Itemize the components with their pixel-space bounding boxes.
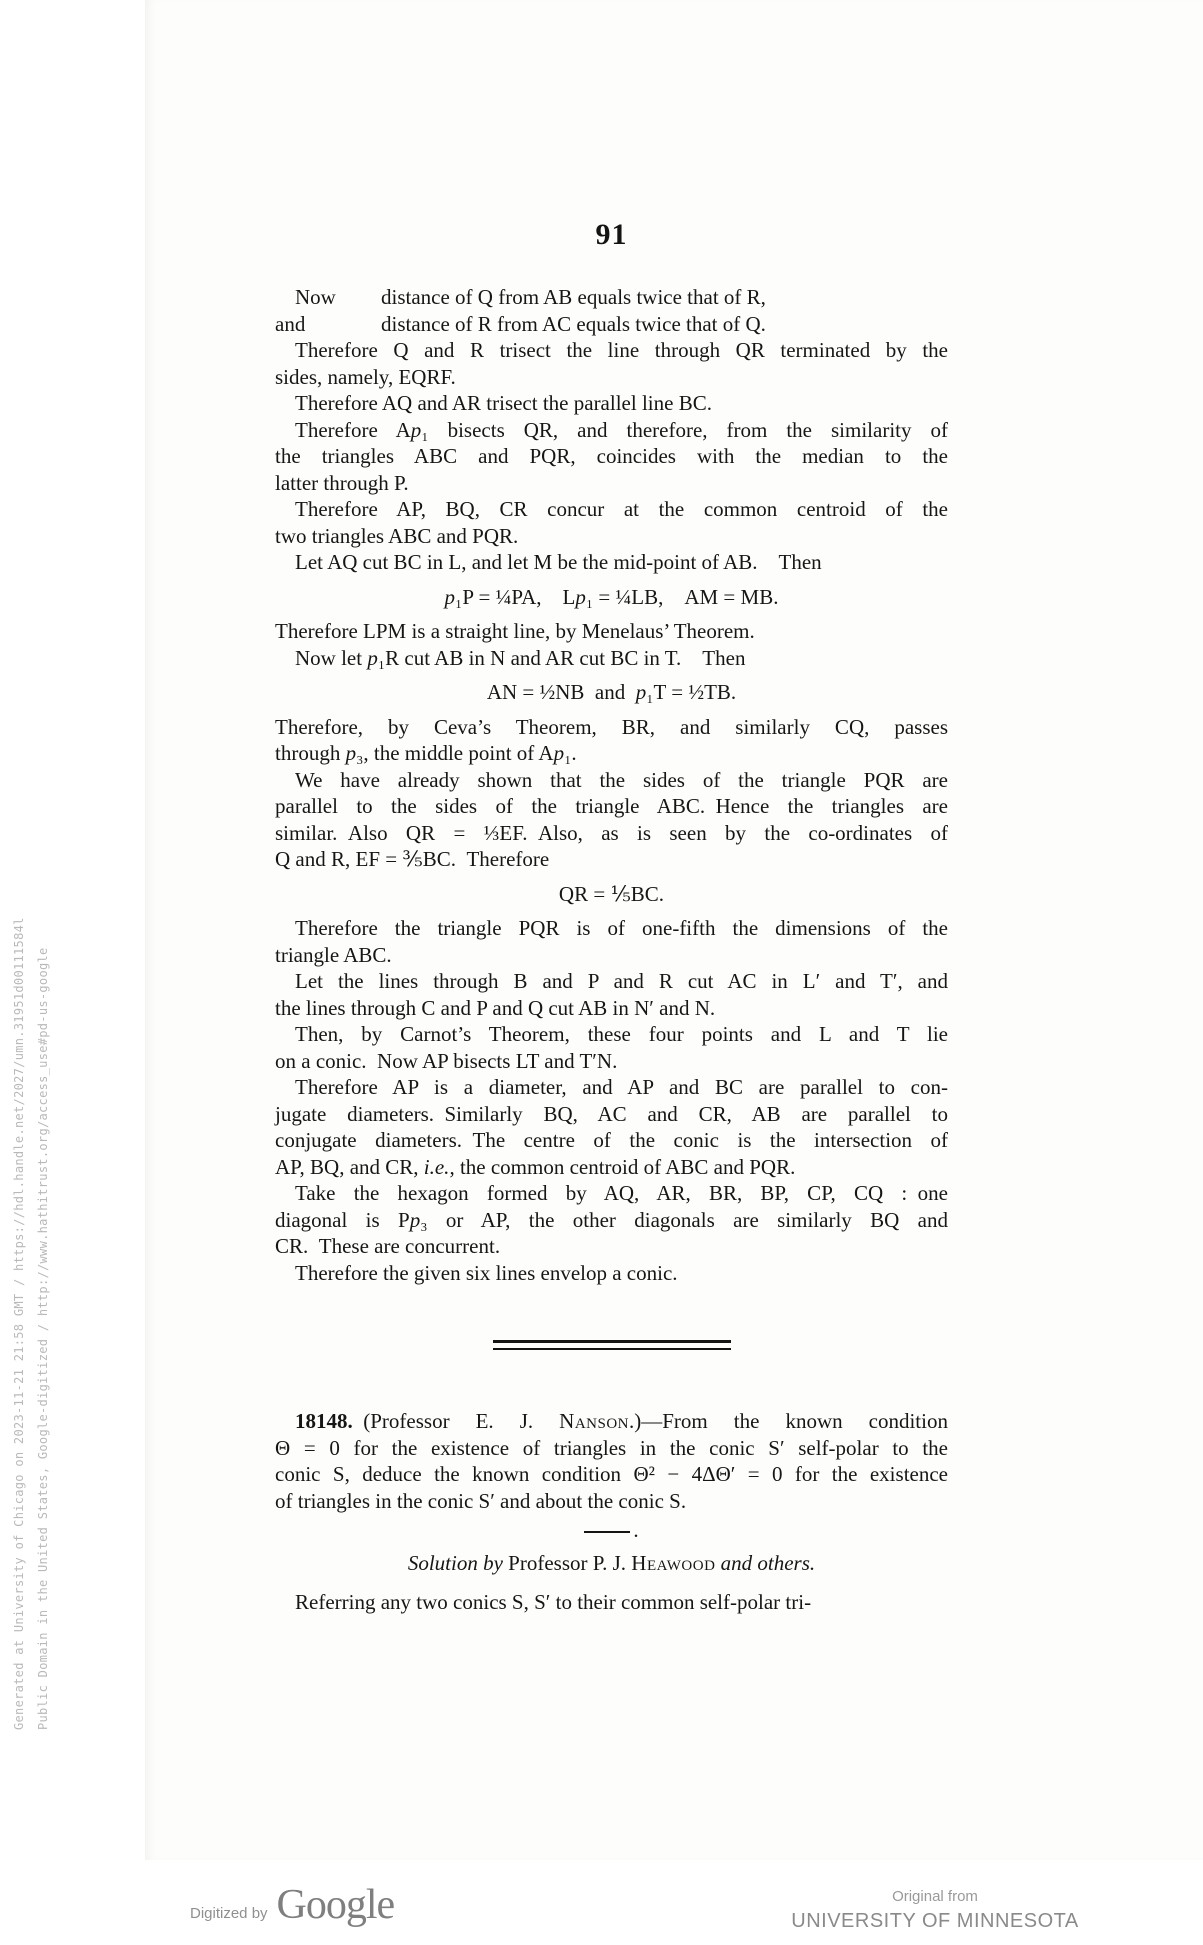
paragraph bbox=[275, 767, 948, 873]
text-line bbox=[275, 968, 948, 995]
text-segment: parallel to the sides of the triangle ABC. Hence the triangles are bbox=[275, 794, 948, 818]
text-line bbox=[275, 390, 948, 417]
text-segment: , the common centroid of ABC and PQR. bbox=[449, 1154, 796, 1179]
paragraph bbox=[275, 417, 948, 497]
text-segment: ₁P = ¼PA, L bbox=[455, 584, 576, 609]
text-segment: Therefore, by Ceva’s Theorem, BR, and similarly CQ, passes bbox=[275, 714, 948, 739]
text-segment: We have already shown that the sides of the triangle PQR are bbox=[295, 767, 948, 792]
solution-byline bbox=[275, 1550, 948, 1577]
text-segment: on a conic. Now AP bisects LT and T′N. bbox=[275, 1048, 618, 1073]
text-line bbox=[275, 470, 948, 497]
text-segment: Q and R, EF = ⅗BC. Therefore bbox=[275, 847, 550, 871]
text-line bbox=[275, 523, 948, 550]
digitized-by bbox=[190, 1884, 394, 1926]
text-line bbox=[275, 714, 948, 741]
text-line bbox=[275, 793, 948, 820]
text-segment: ₁ = ¼LB, AM = MB. bbox=[585, 584, 779, 609]
text-line bbox=[275, 337, 948, 364]
text-segment: p bbox=[367, 645, 378, 670]
original-from-label: Original from bbox=[892, 1888, 978, 1905]
text-segment: jugate diameters. Similarly BQ, AC and CR, AB are parallel to bbox=[275, 1101, 948, 1126]
text-segment: Solution by bbox=[407, 1551, 503, 1575]
paragraph bbox=[275, 1260, 948, 1287]
text-segment: 18148. bbox=[295, 1409, 353, 1433]
text-segment: Heawood bbox=[631, 1551, 716, 1575]
text-segment: Therefore the given six lines envelop a conic. bbox=[295, 1260, 678, 1285]
original-from bbox=[760, 1888, 1110, 1933]
display-equation bbox=[275, 584, 948, 611]
display-equation bbox=[275, 881, 948, 908]
text-segment: p bbox=[409, 1207, 421, 1232]
text-segment: Professor P. J. bbox=[502, 1551, 632, 1575]
text-line bbox=[275, 1127, 948, 1154]
text-line bbox=[275, 1154, 948, 1181]
text-segment: p bbox=[553, 741, 565, 765]
text-segment: ₁ bisects QR, and therefore, from the similarity of bbox=[421, 417, 948, 442]
text-line bbox=[275, 549, 948, 576]
short-rule-divider bbox=[275, 1518, 948, 1542]
text-line bbox=[275, 846, 948, 873]
text-segment: two triangles ABC and PQR. bbox=[275, 523, 519, 548]
paragraph bbox=[275, 645, 948, 672]
text-segment: Therefore A bbox=[295, 417, 411, 442]
text-segment: Therefore Q and R trisect the line through QR terminated by the bbox=[295, 338, 948, 362]
text-line bbox=[275, 942, 948, 969]
double-rule-divider bbox=[493, 1340, 731, 1350]
text-segment: and others. bbox=[720, 1551, 816, 1575]
text-segment: sides, namely, EQRF. bbox=[275, 364, 456, 389]
text-line bbox=[275, 496, 948, 523]
short-rule-tail: . bbox=[633, 1518, 639, 1542]
text-line bbox=[275, 1207, 948, 1234]
text-segment: diagonal is P bbox=[275, 1207, 410, 1232]
hang-lead: Now bbox=[295, 285, 336, 309]
sidebar-watermark-public-domain: Public Domain in the United States, Google-digitized / http://www.hathitrust.org/access_use#pd-us-google bbox=[36, 947, 50, 1730]
text-line bbox=[275, 1260, 948, 1287]
text-line bbox=[275, 1074, 948, 1101]
paragraph bbox=[275, 337, 948, 390]
text-segment: Let the lines through B and P and R cut AC in L′ and T′, and bbox=[295, 969, 948, 993]
text-segment: Let AQ cut BC in L, and let M be the mid-point of AB. Then bbox=[295, 550, 822, 574]
paragraph bbox=[275, 714, 948, 767]
text-segment: p bbox=[575, 584, 586, 609]
text-segment: p bbox=[345, 741, 357, 765]
text-line bbox=[275, 1021, 948, 1048]
text-line bbox=[275, 1408, 948, 1435]
text-segment: conjugate diameters. The centre of the conic is the intersection of bbox=[275, 1128, 948, 1152]
text-segment: (Professor E. J. bbox=[352, 1409, 560, 1433]
paragraph bbox=[275, 1074, 948, 1180]
text-line bbox=[275, 443, 948, 470]
text-line bbox=[275, 311, 948, 338]
google-logo: Google bbox=[276, 1882, 395, 1928]
text-segment: Θ = 0 for the existence of triangles in the conic S′ self-polar to the bbox=[275, 1435, 948, 1460]
text-line bbox=[275, 1550, 948, 1577]
text-segment: AN = ½NB and bbox=[486, 680, 636, 704]
paragraph bbox=[275, 915, 948, 968]
text-segment: Therefore the triangle PQR is of one-fifth the dimensions of the bbox=[295, 916, 948, 940]
text-segment: Therefore AQ and AR trisect the parallel line BC. bbox=[295, 391, 712, 415]
text-segment: p bbox=[635, 680, 647, 704]
text-line bbox=[275, 645, 948, 672]
solution-opening bbox=[275, 1589, 948, 1616]
text-segment: ₁T = ½TB. bbox=[646, 680, 737, 704]
text-segment: ₃, the middle point of A bbox=[356, 741, 554, 765]
text-segment: distance of Q from AB equals twice that of R, bbox=[381, 285, 766, 309]
text-line bbox=[275, 417, 948, 444]
text-line bbox=[275, 1101, 948, 1128]
statement-pair bbox=[275, 284, 948, 337]
paragraph bbox=[275, 549, 948, 576]
text-segment: distance of R from AC equals twice that of Q. bbox=[381, 311, 766, 336]
body-text bbox=[275, 284, 948, 1286]
text-line bbox=[275, 284, 948, 311]
display-equation bbox=[275, 679, 948, 706]
paragraph bbox=[275, 496, 948, 549]
text-segment: the lines through C and P and Q cut AB in N′ and N. bbox=[275, 995, 716, 1020]
text-line bbox=[275, 364, 948, 391]
digitized-by-label: Digitized by bbox=[190, 1905, 268, 1922]
text-line bbox=[275, 1233, 948, 1260]
text-segment: p bbox=[444, 584, 456, 609]
text-segment: CR. These are concurrent. bbox=[275, 1234, 501, 1258]
text-segment: Therefore LPM is a straight line, by Menelaus’ Theorem. bbox=[275, 619, 755, 643]
text-segment: ₃ or AP, the other diagonals are similarly BQ and bbox=[420, 1207, 949, 1232]
text-segment: i.e. bbox=[423, 1154, 450, 1179]
text-line bbox=[275, 1435, 948, 1462]
text-segment: Therefore AP, BQ, CR concur at the common centroid of the bbox=[295, 497, 948, 521]
paragraph bbox=[275, 1180, 948, 1260]
short-rule-line bbox=[584, 1531, 630, 1533]
text-segment: .)—From the known condition bbox=[629, 1409, 948, 1433]
text-segment: similar. Also QR = ⅓EF. Also, as is seen by the co-ordinates of bbox=[275, 820, 948, 845]
page-number: 91 bbox=[595, 218, 628, 251]
text-segment: latter through P. bbox=[275, 470, 409, 495]
text-line bbox=[275, 1461, 948, 1488]
paragraph bbox=[275, 618, 948, 645]
paragraph bbox=[275, 968, 948, 1021]
text-segment: Now let bbox=[295, 645, 368, 670]
text-segment: Referring any two conics S, S′ to their common self-polar tri- bbox=[295, 1589, 812, 1614]
text-line bbox=[275, 1180, 948, 1207]
text-segment: ₁. bbox=[564, 741, 577, 765]
text-segment: conic S, deduce the known condition Θ² − 4ΔΘ′ = 0 for the existence bbox=[275, 1462, 948, 1486]
text-line bbox=[275, 1589, 948, 1616]
text-segment: Therefore AP is a diameter, and AP and BC are parallel to con- bbox=[295, 1075, 948, 1099]
paragraph bbox=[275, 390, 948, 417]
text-line bbox=[275, 767, 948, 794]
text-segment: Then, by Carnot’s Theorem, these four points and L and T lie bbox=[295, 1022, 948, 1046]
text-segment: p bbox=[410, 417, 422, 442]
text-line bbox=[275, 740, 948, 767]
text-line bbox=[275, 1488, 948, 1515]
paragraph bbox=[275, 1021, 948, 1074]
text-segment: Nanson bbox=[559, 1409, 629, 1433]
text-segment: AP, BQ, and CR, bbox=[275, 1154, 424, 1179]
text-segment: QR = ⅕BC. bbox=[558, 881, 665, 906]
text-line bbox=[275, 618, 948, 645]
text-line bbox=[275, 820, 948, 847]
text-line bbox=[275, 995, 948, 1022]
problem-statement bbox=[275, 1408, 948, 1514]
text-segment: triangle ABC. bbox=[275, 942, 392, 967]
lower-section bbox=[275, 1340, 948, 1615]
text-line bbox=[275, 915, 948, 942]
institution-label: UNIVERSITY OF MINNESOTA bbox=[791, 1910, 1079, 1932]
hang-lead: and bbox=[275, 311, 306, 336]
text-segment: ₁R cut AB in N and AR cut BC in T. Then bbox=[377, 645, 746, 670]
text-line bbox=[275, 1048, 948, 1075]
text-segment: of triangles in the conic S′ and about the conic S. bbox=[275, 1488, 687, 1513]
text-segment: through bbox=[275, 741, 346, 765]
sidebar-watermark-generated: Generated at University of Chicago on 2023-11-21 21:58 GMT / https://hdl.handle.net/2027/umn.31951d00111584l bbox=[12, 917, 26, 1730]
text-segment: the triangles ABC and PQR, coincides with the median to the bbox=[275, 444, 948, 468]
text-segment: Take the hexagon formed by AQ, AR, BR, BP, CP, CQ : one bbox=[295, 1181, 948, 1205]
